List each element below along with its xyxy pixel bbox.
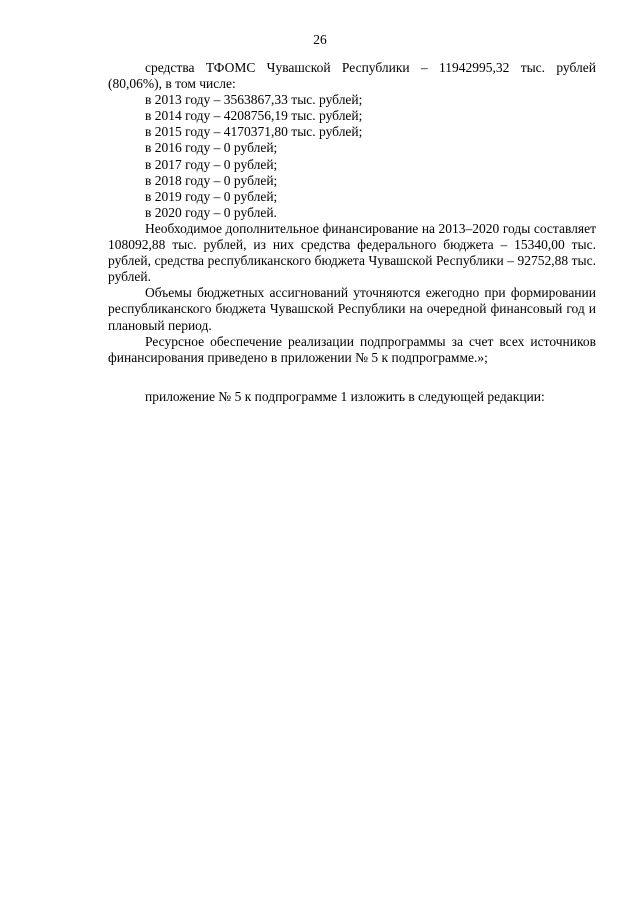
year-item-2017: в 2017 году – 0 рублей; (145, 156, 278, 172)
year-item-2015: в 2015 году – 4170371,80 тыс. рублей; (145, 124, 363, 140)
year-item-2018: в 2018 году – 0 рублей; (145, 172, 278, 188)
paragraph-gap (108, 366, 596, 389)
budget-allocations-paragraph: Объемы бюджетных ассигнований уточняются ежегодно при формировании республиканского бюджета Чувашской Республики на очередной финансовый год и плановый период. (108, 285, 596, 333)
year-item-2019: в 2019 году – 0 рублей; (145, 188, 278, 204)
year-item-2014: в 2014 году – 4208756,19 тыс. рублей; (145, 108, 363, 124)
additional-financing-paragraph: Необходимое дополнительное финансирование на 2013–2020 годы составляет 108092,88 тыс. рублей, из них средства федерального бюджета – 15340,00 тыс. рублей, средства республиканского бюджета Чувашской Республики – 92752,88 тыс. рублей. (108, 220, 596, 285)
year-item-2016: в 2016 году – 0 рублей; (145, 140, 278, 156)
page-number: 26 (313, 32, 327, 47)
year-item-2013: в 2013 году – 3563867,33 тыс. рублей; (145, 92, 363, 108)
year-item-2020: в 2020 году – 0 рублей. (145, 204, 277, 220)
resource-provision-paragraph: Ресурсное обеспечение реализации подпрограммы за счет всех источников финансирования приведено в приложении № 5 к подпрограмме.»; (108, 333, 596, 365)
appendix-instruction-paragraph: приложение № 5 к подпрограмме 1 изложить в следующей редакции: (145, 388, 545, 404)
intro-paragraph: средства ТФОМС Чувашской Республики – 11942995,32 тыс. рублей (80,06%), в том числе: (108, 60, 596, 92)
document-body (108, 60, 596, 405)
